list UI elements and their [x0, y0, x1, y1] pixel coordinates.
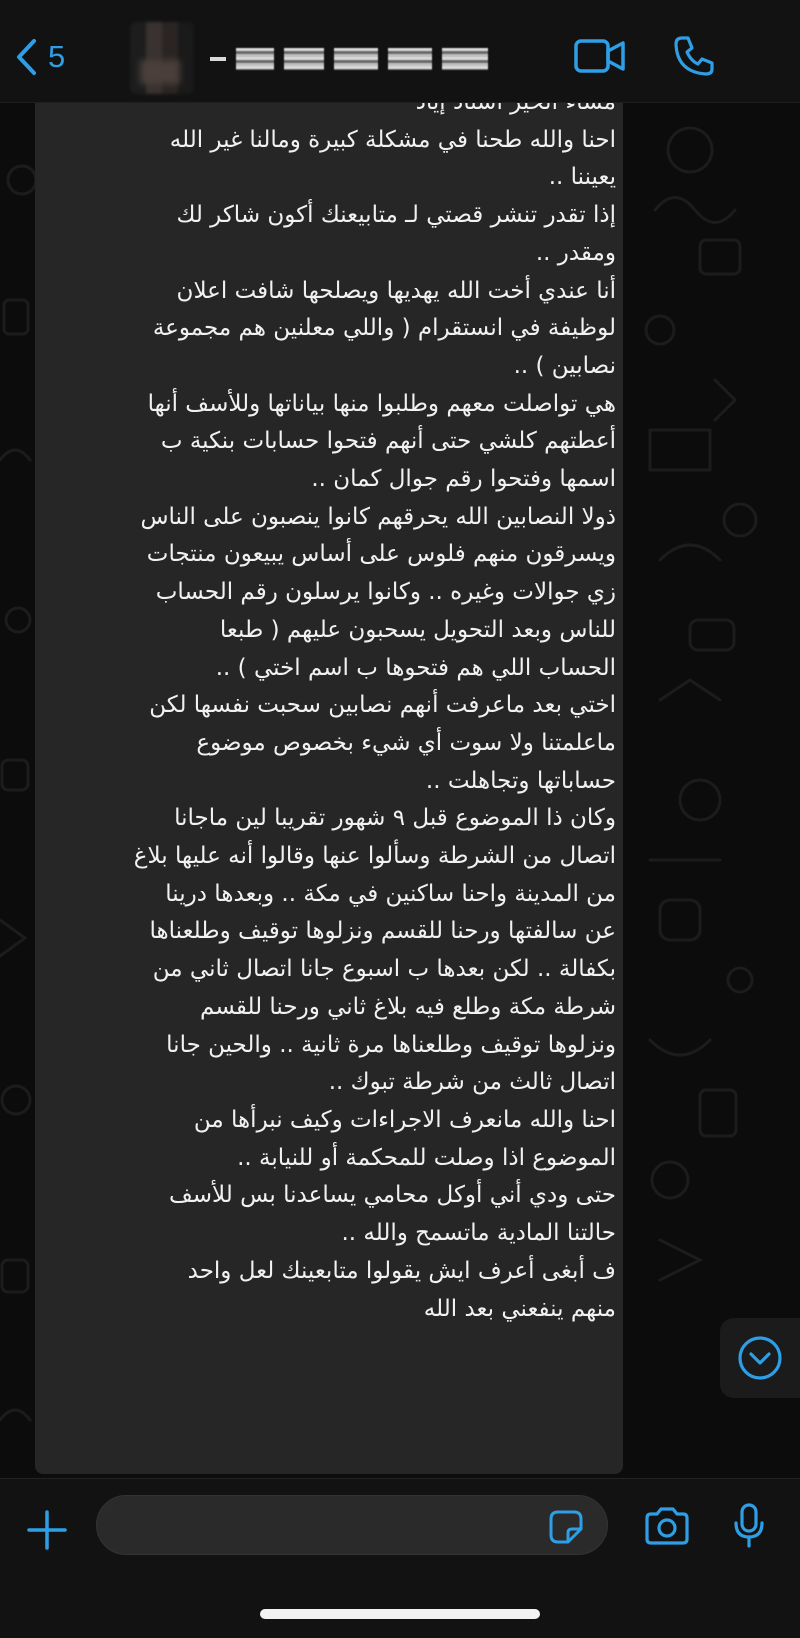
- message-line: وكان ذا الموضوع قبل ٩ شهور تقريبا لين ماجانا: [174, 805, 616, 832]
- message-line: للناس وبعد التحويل يسحبون عليهم ( طبعا: [219, 616, 616, 643]
- microphone-button[interactable]: [724, 1499, 774, 1553]
- message-line: بكفالة .. لكن بعدها ب اسبوع جانا اتصال ثاني من: [152, 956, 616, 983]
- message-line: اختي بعد ماعرفت أنهم نصابين سحبت نفسها لكن: [149, 692, 616, 719]
- scroll-to-bottom-button[interactable]: [720, 1318, 800, 1398]
- camera-icon: [643, 1506, 691, 1546]
- sticker-button[interactable]: [544, 1505, 588, 1549]
- camera-button[interactable]: [640, 1501, 694, 1551]
- message-line: ونزلوها توقيف وطلعناها مرة ثانية .. والحين جانا: [166, 1031, 616, 1058]
- avatar[interactable]: [130, 22, 194, 94]
- message-line: أنا عندي أخت الله يهديها ويصلحها شافت اعلان: [176, 277, 616, 304]
- message-line: ذولا النصابين الله يحرقهم كانوا ينصبون على الناس: [140, 503, 616, 530]
- message-line: حتى ودي أني أوكل محامي يساعدنا بس للأسف: [168, 1182, 616, 1209]
- message-text: [38, 84, 616, 1328]
- message-line: ويسرقون منهم فلوس على أساس يبيعون منتجات: [146, 541, 616, 568]
- message-line: إذا تقدر تنشر قصتي لـ متابيعنك أكون شاكر لك: [176, 202, 616, 229]
- message-line: من المدينة واحنا ساكنين في مكة .. وبعدها درينا: [165, 880, 616, 907]
- message-line: حساباتها وتجاهلت ..: [425, 767, 616, 794]
- message-line: احنا والله طحنا في مشكلة كبيرة ومالنا غير الله: [169, 126, 616, 153]
- message-input[interactable]: [96, 1495, 608, 1555]
- message-line: ومقدر ..: [535, 239, 616, 266]
- message-line: لوظيفة في انستقرام ( واللي معلنين هم مجموعة: [152, 315, 616, 342]
- message-line: منهم ينفعني بعد الله: [423, 1295, 616, 1322]
- message-line: الحساب اللي هم فتحوها ب اسم اختي ) ..: [215, 654, 616, 681]
- home-indicator: [260, 1609, 540, 1619]
- message-line: ماعلمتنا ولا سوت أي شيء بخصوص موضوع: [196, 729, 616, 756]
- message-line: ف أبغى أعرف ايش يقولوا متابعينك لعل واحد: [187, 1257, 616, 1284]
- chevron-left-icon: [14, 37, 38, 77]
- microphone-icon: [733, 1503, 765, 1549]
- message-line: يعيننا ..: [548, 164, 616, 191]
- message-line: زي جوالات وغيره .. وكانوا يرسلون رقم الحساب: [155, 579, 616, 606]
- message-line: الموضوع اذا وصلت للمحكمة أو للنيابة ..: [237, 1144, 616, 1171]
- redacted-name: [210, 48, 488, 70]
- video-call-button[interactable]: [572, 30, 628, 82]
- message-line: شرطة مكة وطلع فيه بلاغ ثاني ورحنا للقسم: [200, 993, 616, 1020]
- message-line: أعطتهم كلشي حتى أنهم فتحوا حسابات بنكية ب: [160, 428, 616, 455]
- voice-call-button[interactable]: [666, 30, 722, 82]
- message-line: نصابين ) ..: [513, 352, 616, 379]
- message-line: اتصال ثالث من شرطة تبوك ..: [328, 1069, 616, 1096]
- sticker-icon: [548, 1509, 584, 1545]
- message-line: اسمها وفتحوا رقم جوال كمان ..: [311, 466, 616, 493]
- video-camera-icon: [574, 38, 626, 74]
- chevron-down-circle-icon: [736, 1334, 784, 1382]
- chat-header: [0, 0, 800, 103]
- contact-name[interactable]: [210, 42, 488, 76]
- message-line: حالتنا المادية ماتسمح والله ..: [341, 1220, 616, 1247]
- phone-icon: [673, 35, 715, 77]
- message-line: احنا والله مانعرف الاجراءات وكيف نبرأها من: [193, 1106, 616, 1133]
- unread-count: 5: [48, 39, 66, 74]
- back-button[interactable]: [14, 34, 65, 80]
- message-line: اتصال من الشرطة وسألوا عنها وقالوا أنه عليها بلاغ: [133, 843, 616, 870]
- message-line: عن سالفتها ورحنا للقسم ونزلوها توقيف وطلعناها: [149, 918, 616, 945]
- attach-button[interactable]: [24, 1507, 70, 1553]
- plus-icon: [26, 1509, 68, 1551]
- message-line: هي تواصلت معهم وطلبوا منها بياناتها وللأسف أنها: [147, 390, 616, 417]
